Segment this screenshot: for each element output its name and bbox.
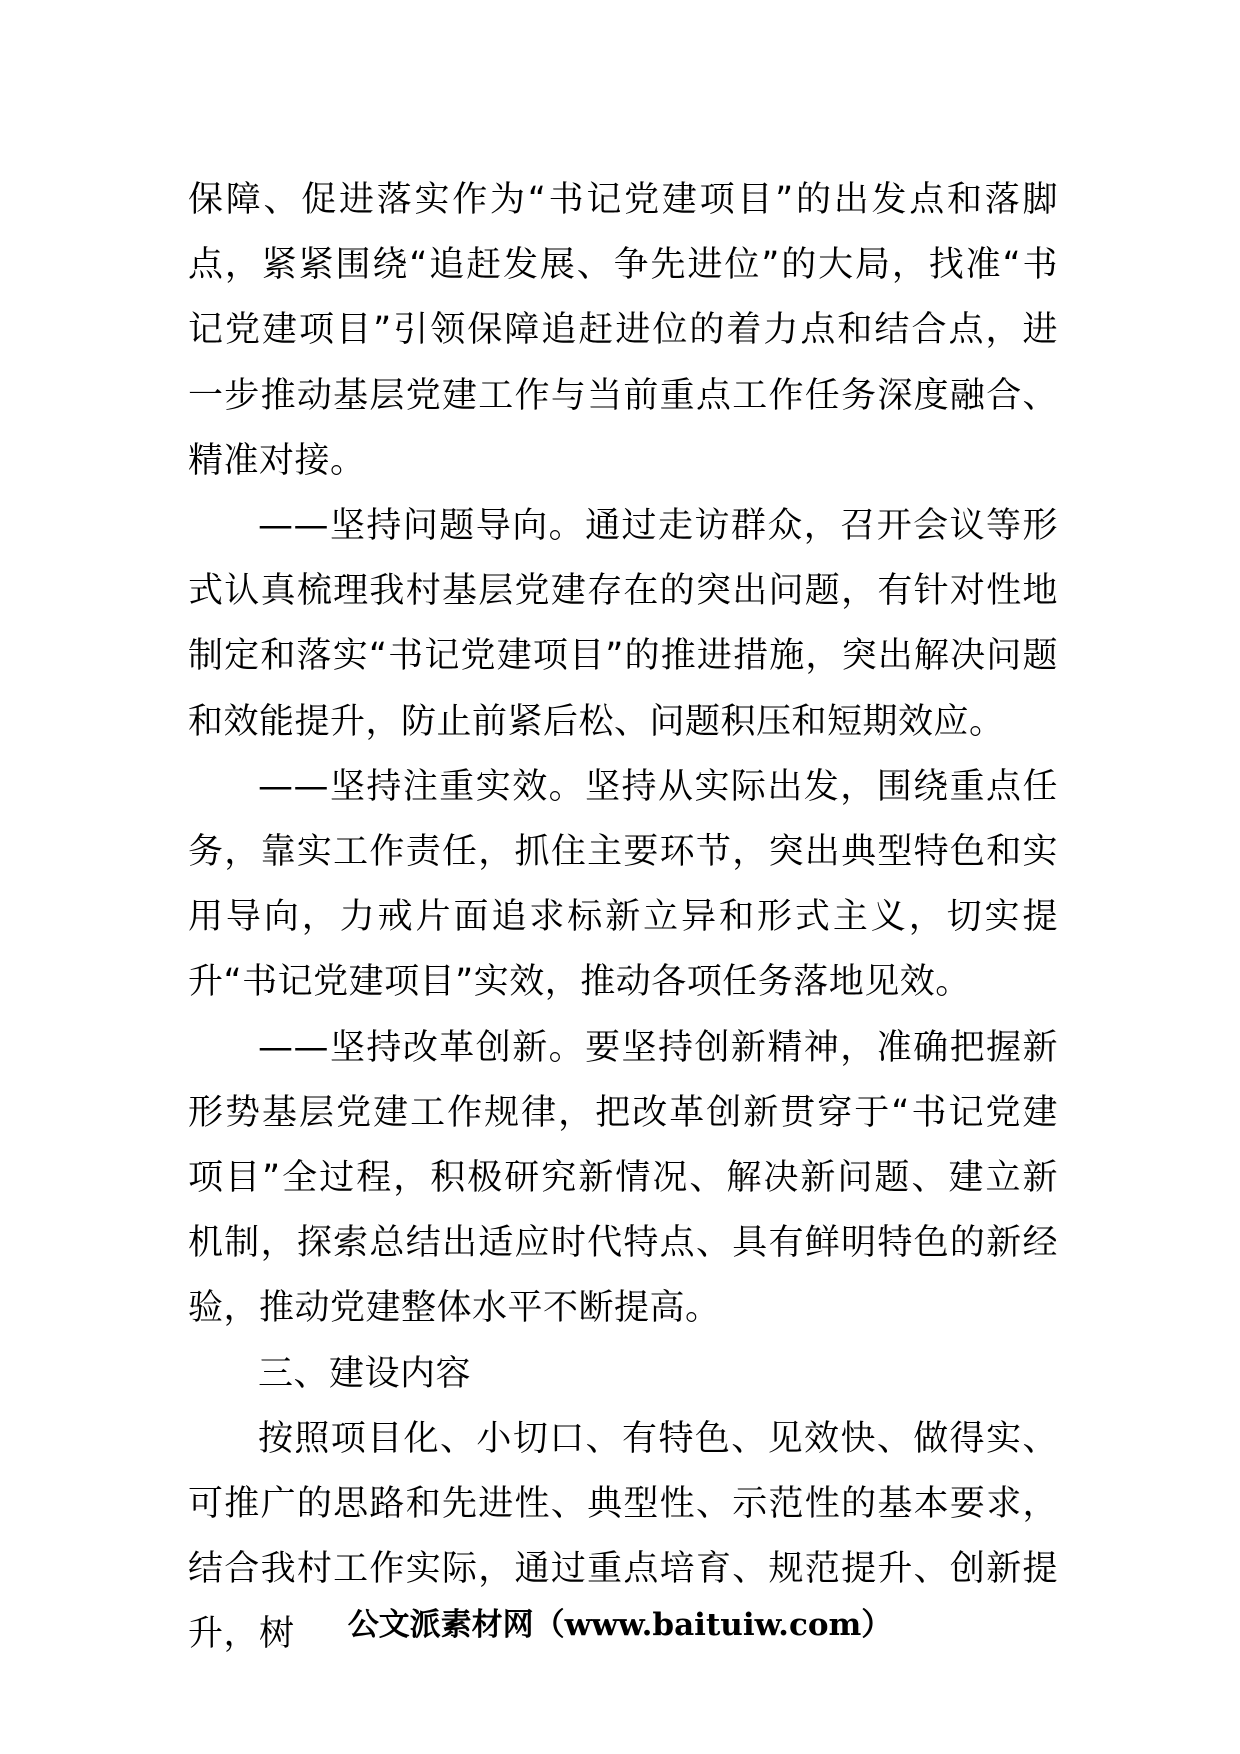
principle-paragraph-practical-results: ——坚持注重实效。坚持从实际出发，围绕重点任务，靠实工作责任，抓住主要环节，突出典型特色和实用导向，力戒片面追求标新立异和形式主义，切实提升“书记党建项目”实效，推动各项任务落地见效。	[188, 766, 1058, 1003]
page-footer-watermark: 公文派素材网（www.baituiw.com）	[347, 1607, 893, 1643]
principle-paragraph-problem-oriented: ——坚持问题导向。通过走访群众，召开会议等形式认真梳理我村基层党建存在的突出问题，有针对性地制定和落实“书记党建项目”的推进措施，突出解决问题和效能提升，防止前紧后松、问题积压和短期效应。	[188, 506, 1058, 742]
principle-paragraph-reform-innovation: ——坚持改革创新。要坚持创新精神，准确把握新形势基层党建工作规律，把改革创新贯穿于“书记党建项目”全过程，积极研究新情况、解决新问题、建立新机制，探索总结出适应时代特点、具有鲜明特色的新经验，推动党建整体水平不断提高。	[188, 1027, 1058, 1329]
document-body	[188, 168, 1058, 1668]
body-paragraph-1: 保障、促进落实作为“书记党建项目”的出发点和落脚点，紧紧围绕“追赶发展、争先进位”的大局，找准“书记党建项目”引领保障追赶进位的着力点和结合点，进一步推动基层党建工作与当前重点工作任务深度融合、精准对接。	[188, 180, 1058, 481]
section-heading-construction-content: 三、建设内容	[258, 1353, 472, 1394]
body-paragraph-construction-content: 按照项目化、小切口、有特色、见效快、做得实、可推广的思路和先进性、典型性、示范性的基本要求，结合我村工作实际，通过重点培育、规范提升、创新提升，树	[188, 1418, 1058, 1655]
